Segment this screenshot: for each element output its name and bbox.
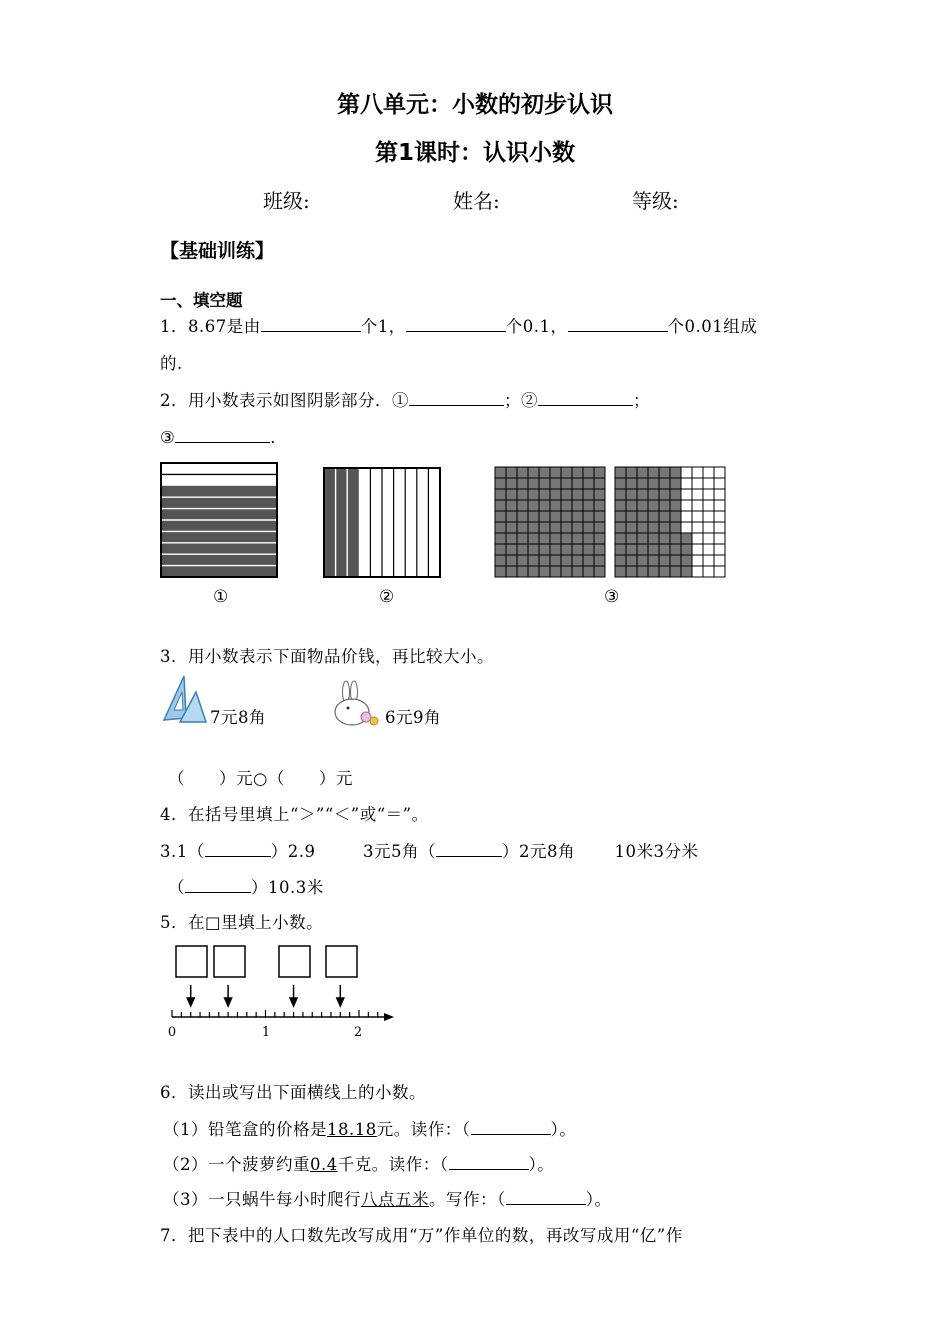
- rabbit-toy-icon: [330, 680, 382, 730]
- class-label: 班级:: [263, 189, 310, 213]
- question-5: 5．在□里填上小数。: [160, 913, 324, 932]
- question-2-line-1: 2．用小数表示如图阴影部分．① ；② ；: [160, 391, 650, 410]
- figure-label-1: ①: [213, 587, 229, 607]
- figure-2-stripes: [324, 468, 441, 578]
- price-1: 7元8角: [210, 708, 266, 727]
- question-1-line-1: 1．8.67是由 个1， 个0.1， 个0.01组成: [160, 317, 758, 336]
- section-heading: 【基础训练】: [160, 240, 275, 262]
- figure-label-2: ②: [379, 587, 395, 607]
- part-heading: 一、填空题: [160, 291, 243, 310]
- answer-box: [214, 946, 245, 977]
- figure-1-stripes: [161, 463, 278, 578]
- tick-label-1: 1: [261, 1025, 271, 1040]
- question-7: 7．把下表中的人口数先改写成用“万”作单位的数，再改写成用“亿”作: [160, 1226, 683, 1245]
- question-3: 3．用小数表示下面物品价钱，再比较大小。: [160, 647, 494, 666]
- name-label: 姓名:: [453, 189, 500, 213]
- answer-box: [326, 946, 357, 977]
- question-6-item-1: （1）铅笔盒的价格是18.18元。读作：（ ）。: [163, 1120, 577, 1139]
- price-compare: （ ）元○（ ）元: [168, 769, 353, 788]
- grade-label: 等级:: [632, 189, 679, 213]
- question-6-item-2: （2）一个菠萝约重0.4千克。读作：（ ）。: [163, 1155, 555, 1174]
- figure-label-3: ③: [604, 587, 620, 607]
- question-4-row-2: （ ）10.3米: [168, 878, 324, 897]
- question-1-line-2: 的.: [160, 354, 183, 373]
- figure-3-grids: [495, 467, 725, 579]
- question-4-row-1: 3.1（ ）2.9 3元5角（ ）2元8角 10米3分米: [160, 842, 699, 861]
- question-4: 4．在括号里填上“＞”“＜”或“＝”。: [160, 805, 429, 824]
- price-2: 6元9角: [385, 708, 441, 727]
- question-6: 6．读出或写出下面横线上的小数。: [160, 1083, 426, 1102]
- answer-box: [279, 946, 310, 977]
- answer-box: [176, 946, 207, 977]
- tick-label-2: 2: [353, 1025, 363, 1040]
- number-line: [160, 944, 400, 1039]
- page-title: 第八单元：小数的初步认识: [337, 92, 613, 118]
- lesson-subtitle: 第1课时：认识小数: [374, 140, 575, 166]
- question-2-line-2: ③ ．: [160, 428, 288, 447]
- triangle-ruler-icon: [162, 674, 210, 726]
- question-6-item-3: （3）一只蜗牛每小时爬行八点五米。写作：（ ）。: [163, 1190, 612, 1209]
- tick-label-0: 0: [167, 1025, 177, 1040]
